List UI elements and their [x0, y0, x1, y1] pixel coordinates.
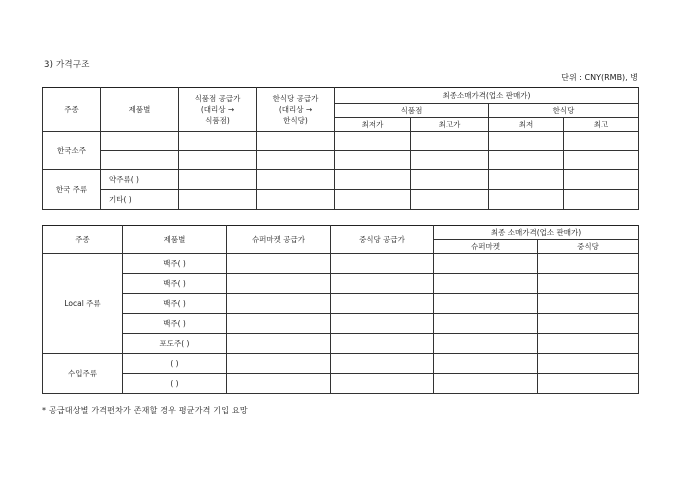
empty-cell[interactable] — [227, 314, 331, 334]
empty-cell[interactable] — [331, 374, 434, 394]
section-title: 3) 가격구조 — [44, 60, 90, 70]
header-supermarket: 슈퍼마켓 — [434, 240, 538, 254]
empty-cell[interactable] — [331, 314, 434, 334]
product-cell: 약주류( ) — [101, 170, 179, 190]
header-retail-price: 최종 소매가격(업소 판매가) — [434, 226, 639, 240]
header-korean-restaurant-supply: 한식당 공급가 (대리상 → 한식당) — [257, 88, 335, 132]
empty-cell[interactable] — [434, 294, 538, 314]
empty-cell[interactable] — [538, 294, 639, 314]
empty-cell[interactable] — [538, 274, 639, 294]
empty-cell[interactable] — [434, 354, 538, 374]
header-product: 제품별 — [123, 226, 227, 254]
empty-cell[interactable] — [335, 151, 411, 170]
row-type-local-liquor: Local 주류 — [43, 254, 123, 354]
empty-cell[interactable] — [331, 274, 434, 294]
empty-cell[interactable] — [411, 151, 489, 170]
header-chinese-restaurant-supply: 중식당 공급가 — [331, 226, 434, 254]
empty-cell[interactable] — [257, 170, 335, 190]
unit-note: 단위 : CNY(RMB), 병 — [561, 73, 638, 82]
empty-cell[interactable] — [411, 170, 489, 190]
empty-cell[interactable] — [179, 151, 257, 170]
empty-cell[interactable] — [434, 334, 538, 354]
empty-cell[interactable] — [331, 254, 434, 274]
empty-cell[interactable] — [489, 190, 564, 210]
header-supermarket-supply: 슈퍼마켓 공급가 — [227, 226, 331, 254]
empty-cell[interactable] — [179, 132, 257, 151]
row-type-imported-liquor: 수입주류 — [43, 354, 123, 394]
empty-cell[interactable] — [538, 334, 639, 354]
empty-cell[interactable] — [257, 132, 335, 151]
empty-cell[interactable] — [564, 190, 639, 210]
empty-cell[interactable] — [411, 190, 489, 210]
empty-cell[interactable] — [335, 170, 411, 190]
empty-cell[interactable] — [564, 151, 639, 170]
empty-cell[interactable] — [489, 132, 564, 151]
empty-cell[interactable] — [434, 274, 538, 294]
empty-cell[interactable] — [179, 170, 257, 190]
empty-cell[interactable] — [538, 354, 639, 374]
empty-cell[interactable] — [564, 132, 639, 151]
header-retail-price: 최종소매가격(업소 판매가) — [335, 88, 639, 104]
empty-cell[interactable] — [564, 170, 639, 190]
header-max-price: 최고가 — [411, 118, 489, 132]
header-min-price: 최저 — [489, 118, 564, 132]
empty-cell[interactable] — [227, 334, 331, 354]
price-structure-table-1 — [42, 87, 639, 210]
product-cell: 포도주( ) — [123, 334, 227, 354]
empty-cell[interactable] — [335, 132, 411, 151]
empty-cell[interactable] — [227, 274, 331, 294]
empty-cell[interactable] — [331, 294, 434, 314]
empty-cell[interactable] — [227, 374, 331, 394]
product-cell: 백주( ) — [123, 294, 227, 314]
product-cell: ( ) — [123, 374, 227, 394]
header-chinese-restaurant: 중식당 — [538, 240, 639, 254]
price-structure-table-2 — [42, 225, 639, 394]
empty-cell[interactable] — [331, 334, 434, 354]
row-type-korean-liquor: 한국 주류 — [43, 170, 101, 210]
product-cell: ( ) — [123, 354, 227, 374]
product-cell: 기타( ) — [101, 190, 179, 210]
header-type: 주종 — [43, 226, 123, 254]
header-grocery: 식품점 — [335, 104, 489, 118]
header-product: 제품별 — [101, 88, 179, 132]
product-cell — [101, 151, 179, 170]
empty-cell[interactable] — [257, 190, 335, 210]
empty-cell[interactable] — [538, 314, 639, 334]
empty-cell[interactable] — [538, 254, 639, 274]
empty-cell[interactable] — [227, 254, 331, 274]
product-cell: 백주( ) — [123, 314, 227, 334]
product-cell: 백주( ) — [123, 254, 227, 274]
header-type: 주종 — [43, 88, 101, 132]
header-min-price: 최저가 — [335, 118, 411, 132]
empty-cell[interactable] — [489, 170, 564, 190]
row-type-korean-soju: 한국소주 — [43, 132, 101, 170]
empty-cell[interactable] — [538, 374, 639, 394]
header-grocery-supply: 식품점 공급가 (대리상 → 식품점) — [179, 88, 257, 132]
empty-cell[interactable] — [227, 294, 331, 314]
empty-cell[interactable] — [434, 314, 538, 334]
empty-cell[interactable] — [434, 374, 538, 394]
empty-cell[interactable] — [257, 151, 335, 170]
footnote: * 공급대상별 가격편차가 존재할 경우 평균가격 기입 요망 — [42, 406, 248, 415]
product-cell: 백주( ) — [123, 274, 227, 294]
empty-cell[interactable] — [179, 190, 257, 210]
product-cell — [101, 132, 179, 151]
empty-cell[interactable] — [331, 354, 434, 374]
empty-cell[interactable] — [434, 254, 538, 274]
empty-cell[interactable] — [335, 190, 411, 210]
header-max-price: 최고 — [564, 118, 639, 132]
empty-cell[interactable] — [489, 151, 564, 170]
empty-cell[interactable] — [227, 354, 331, 374]
header-korean-restaurant: 한식당 — [489, 104, 639, 118]
empty-cell[interactable] — [411, 132, 489, 151]
